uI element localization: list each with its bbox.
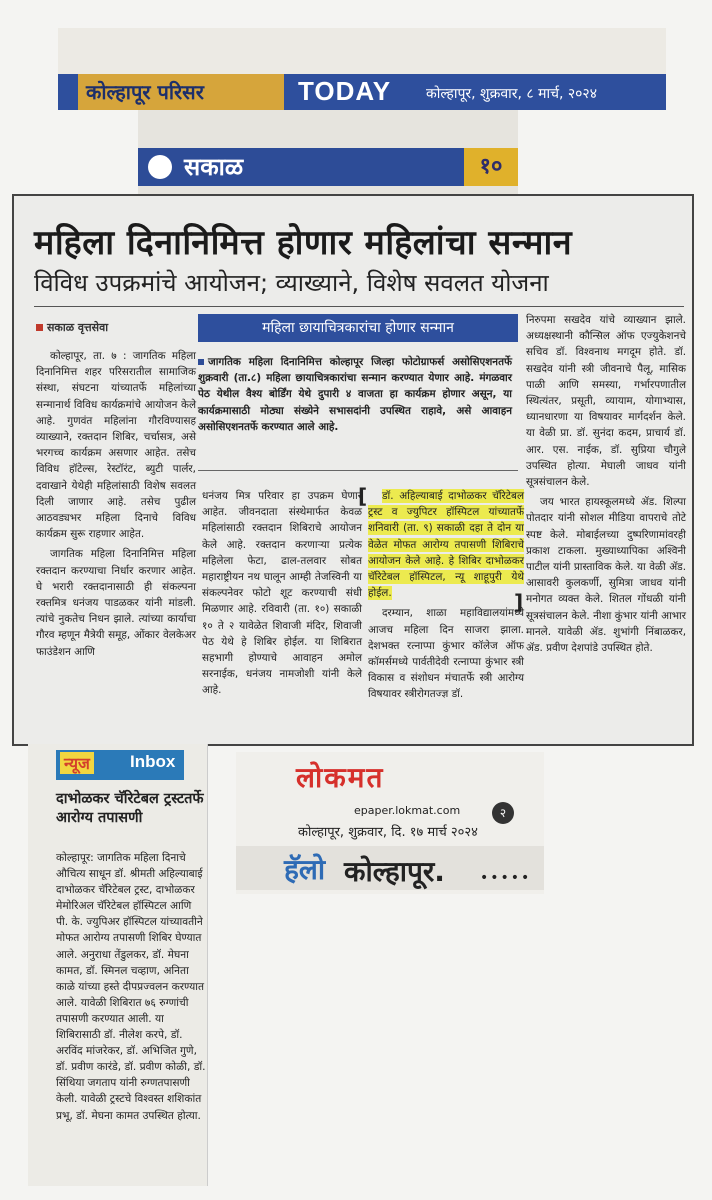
article-subheadline: विविध उपक्रमांचे आयोजन; व्याख्याने, विशेष सवलत योजना (34, 269, 549, 297)
lokmat-date: कोल्हापूर, शुक्रवार, दि. १७ मार्च २०२४ (298, 825, 478, 840)
paragraph: निरुपमा सखदेव यांचे व्याख्यान झाले. अध्यक्षस्थानी कौन्सिल ऑफ एज्युकेशनचे सचिव डॉ. विश्वनाथ मगदूम होते. डॉ. सखदेव यांनी स्त्री जीवनाचे पैलू, मासिक पाळी आणि समस्या, गर्भारपणातील स्थित्यंतर, प्रसूती, व्यायाम, योगाभ्यास, ध्यानधारणा या विषयावर मार्गदर्शन केले. या वेळी प्रा. डॉ. सुनंदा कदम, प्राचार्य डॉ. आर. एस. नाईक, डॉ. सुप्रिया चौगुले उपस्थित होत्या. मेघाली जाधव यांनी सूत्रसंचालन केले. (526, 314, 686, 489)
headline-rule (34, 306, 684, 307)
lokmat-masthead (236, 752, 544, 894)
page-number: १० (464, 148, 518, 186)
main-article (12, 194, 694, 746)
bullet-icon (198, 359, 204, 365)
lokmat-page-number: २ (492, 802, 514, 824)
article-column-3 (368, 488, 524, 707)
paragraph: धनंजय मित्र परिवार हा उपक्रम घेणार आहेत. जीवनदाता संस्थेमार्फत केवळ महिलांसाठी रक्तदान शिबिराचे आयोजन केले आहे. रक्तदान करणाऱ्या प्रत्येक महिलेला फेटा, ढाल-तलवार सोबत महाराष्ट्रीयन नथ घालून आम्ही तेजस्विनी या संकल्पनेवर फोटो शूट करण्याची संधी मिळणार आहे. रविवारी (ता. १०) सकाळी १० ते २ यावेळेत शिवाजी मंदिर, शिवाजी पेठ येथे हे शिबिर होईल. या शिबिरात सहभागी होण्याचे आवाहन अमोल सरनाईक, धनंजय नामजोशी यांनी केले आहे. (202, 490, 362, 697)
epaper-url: epaper.lokmat.com (354, 804, 461, 817)
highlight-text: डॉ. अहिल्याबाई दाभोळकर चॅरिटेबल ट्रस्ट व ज्युपिटर हॉस्पिटल यांच्यातर्फे शनिवारी (ता. ९) सकाळी दहा ते दोन या वेळेत मोफत आरोग्य तपासणी शिबिराचे आयोजन केले आहे. हे शिबिर दाभोळकर चॅरिटेबल हॉस्पिटल, न्यू शाहूपुरी येथे होईल. (368, 490, 524, 600)
byline: सकाळ वृत्तसेवा (36, 320, 108, 335)
paragraph: जागतिक महिला दिनानिमित्त महिला रक्तदान करण्याचा निर्धार करणार आहेत. घे भरारी रक्तदानासाठी ही संकल्पना रक्तमित्र धनंजय पाडळकर यांनी मांडली. त्यांचे नुकतेच निधन झाले. त्यांच्या कार्याचा गौरव म्हणून मैत्रेयी समूह, ओंकार वेलकेअर फाउंडेशन आणि (36, 548, 196, 658)
lokmat-brand: लोकमत (296, 761, 385, 794)
box-text-block (198, 354, 512, 435)
article-column-4 (526, 312, 686, 660)
bracket-open-icon: [ (358, 484, 368, 508)
hello-label: हॅलो (284, 853, 326, 886)
news-body: कोल्हापूर: जागतिक महिला दिनाचे औचित्य साधून डॉ. श्रीमती अहिल्याबाई दाभोळकर चॅरिटेबल ट्रस्ट, दाभोळकर मेमोरिअल चॅरिटेबल हॉस्पिटल आणि पी. के. ज्युपिअर हॉस्पिटल यांच्यावतीने मोफत आरोग्य तपासणी शिबिर घेण्यात आले. अनुराधा तेंडुलकर, डॉ. मेघना कामत, डॉ. स्मिनल चव्हाण, अनिता काळे यांच्या हस्ते दीपप्रज्वलन करण्यात आले. यावेळी शिबिरात ७६ रुग्णांची तपासणी करण्यात आली. या शिबिरासाठी डॉ. नीलेश करपे, डॉ. अरविंद मांजरेकर, डॉ. अभिजित गुणे, डॉ. प्रवीण कारंडे, डॉ. प्रवीण कोळी, डॉ. सिंथिया जगताप यांनी रुग्णतपासणी केली. यावेळी ट्रस्टचे विश्वस्त शशिकांत प्रभू, डॉ. मेघना कामत उपस्थित होत्या. (56, 852, 206, 1122)
dots-decoration: ••••• (480, 870, 532, 886)
article-column-1 (36, 348, 196, 664)
highlighted-paragraph (368, 488, 524, 601)
box-text: जागतिक महिला दिनानिमित्त कोल्हापूर जिल्हा फोटोग्राफर्स असोसिएशनतर्फे शुक्रवारी (ता.८) महिला छायाचित्रकारांचा सन्मान करण्यात येणार आहे. मंगळवार पेठ येथील वैश्य बोर्डिंग येथे दुपारी ४ वाजता हा कार्यक्रम होणार असून, या कार्यक्रमासाठी मोठ्या संख्येने सभासदांनी उपस्थित राहावे, असे आवाहन असोसिएशनतर्फे करण्यात आले आहे. (198, 356, 512, 433)
inbox-tag: Inbox (130, 752, 176, 771)
sakal-brand: सकाळ (184, 153, 244, 181)
sakal-masthead (138, 110, 518, 194)
paragraph: जय भारत हायस्कूलमध्ये ॲड. शिल्पा पोतदार यांनी सोशल मीडिया वापराचे तोटे स्पष्ट केले. मोबाईलच्या दुष्परिणामांवरही प्रकाश टाकला. मुख्याध्यापिका अश्विनी पाटील यांनी प्रास्ताविक केले. या वेळी ॲड. आसावरी कुलकर्णी, सुमित्रा जाधव यांनी मनोगत व्यक्त केले. शितल गोंधळी यांनी सूत्रसंचालन केले. नीशा कुंभार यांनी आभार मानले. यावेळी ॲड. शुभांगी निंबाळकर, ॲड. प्रवीण देशपांडे उपस्थित होते. (526, 496, 686, 655)
city-label: कोल्हापूर. (344, 855, 445, 888)
news-inbox-clipping (28, 744, 208, 1186)
edition-date: कोल्हापूर, शुक्रवार, ८ मार्च, २०२४ (426, 86, 597, 102)
section-name: कोल्हापूर परिसर (86, 80, 204, 104)
news-tag: न्यूज (60, 752, 94, 774)
today-label: TODAY (298, 76, 392, 106)
paragraph: कोल्हापूर, ता. ७ : जागतिक महिला दिनानिमित्त शहर परिसरातील सामाजिक संस्था, संघटना यांच्यातर्फे महिलांच्या सन्मानार्थ विविध कार्यक्रमांचे आयोजन केले आहे. गुणवंत महिलांना गौरविण्यासह व्याख्याने, रक्तदान शिबिर, चर्चासत्र, असे भरगच्च कार्यक्रम असणार आहेत. तसेच विविध हॉटेल्स, रेस्टॉरंट, ब्युटी पार्लर, दवाखाने येथेही महिलांसाठी विशेष सवलत दिली जाणार आहे. तसेच पुढील आठवड्यभर महिला दिनाचे विविध कार्यक्रम सुरू राहणार आहेत. (36, 350, 196, 541)
edition-header-strip (58, 28, 666, 110)
news-title: दाभोळकर चॅरिटेबल ट्रस्टतर्फे आरोग्य तपासणी (56, 791, 204, 826)
paragraph: दरम्यान, शाळा महाविद्यालयांमध्ये आजच महिला दिन साजरा झाला. देशभक्त रत्नाप्पा कुंभार कॉलेज ऑफ कॉमर्समध्ये पार्वतीदेवी रत्नाप्पा कुंभार स्त्री विकास व संशोधन मंचातर्फे स्त्री आरोग्य विषयावर स्त्रीरोगतज्ज्ञ डॉ. (368, 607, 524, 701)
bracket-close-icon: ] (514, 590, 524, 614)
article-column-2 (202, 488, 362, 703)
box-title: महिला छायाचित्रकारांचा होणार सन्मान (198, 314, 518, 342)
article-headline: महिला दिनानिमित्त होणार महिलांचा सन्मान (34, 223, 573, 263)
sakal-logo-icon (148, 155, 172, 179)
